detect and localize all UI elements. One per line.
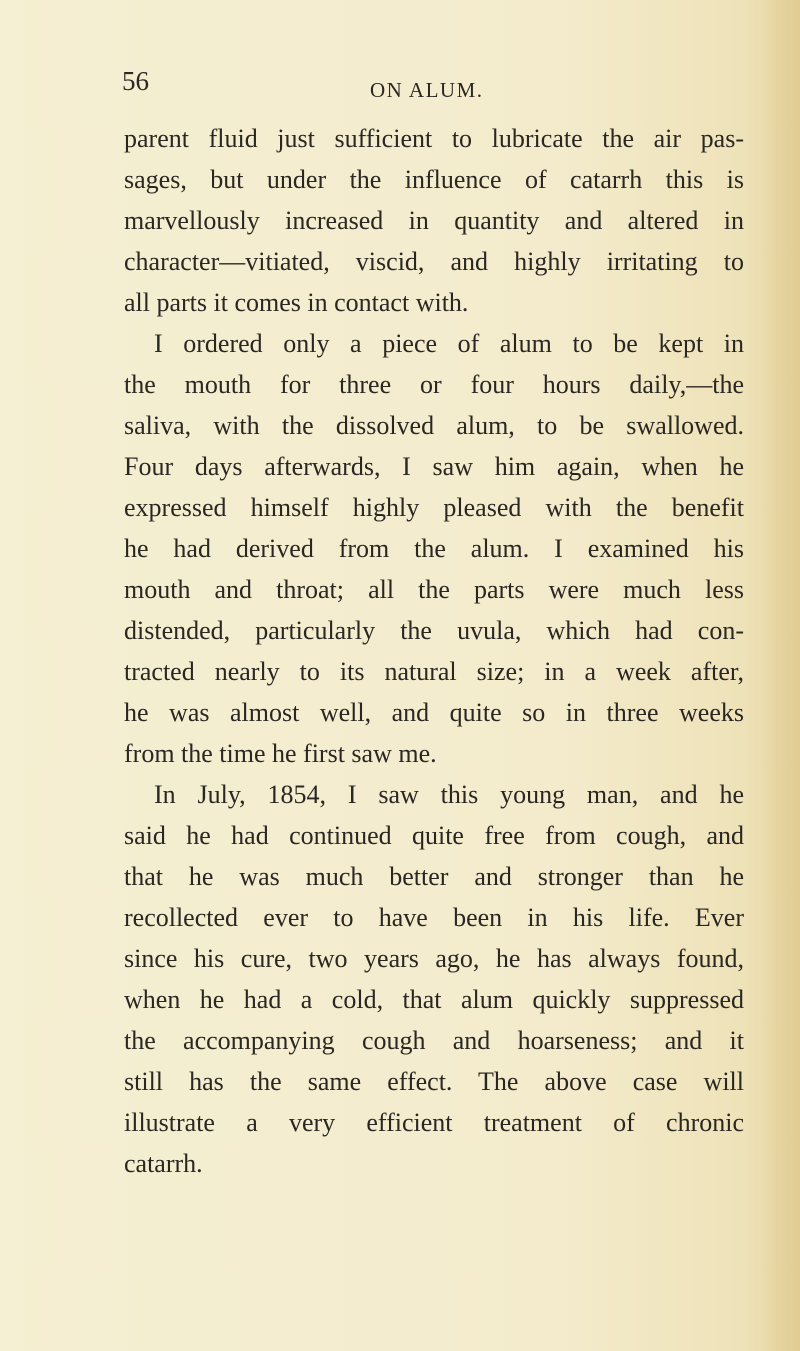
page-number: 56 — [122, 66, 149, 96]
text-line: In July, 1854, I saw this young man, and he — [154, 780, 744, 809]
text-line: recollected ever to have been in his life. Ever — [124, 903, 744, 932]
text-line: saliva, with the dissolved alum, to be swallowed. — [124, 411, 744, 440]
text-line: distended, particularly the uvula, which had con- — [124, 616, 744, 645]
text-line: he had derived from the alum. I examined his — [124, 534, 744, 563]
text-line: from the time he first saw me. — [124, 739, 437, 768]
text-line: tracted nearly to its natural size; in a week after, — [124, 657, 744, 686]
page-edge-shading — [762, 0, 800, 1351]
paragraph — [124, 118, 744, 323]
text-line: said he had continued quite free from cough, and — [124, 821, 744, 850]
text-line: since his cure, two years ago, he has always found, — [124, 944, 744, 973]
paragraph — [124, 323, 744, 774]
text-line: all parts it comes in contact with. — [124, 288, 469, 317]
text-line: Four days afterwards, I saw him again, when he — [124, 452, 744, 481]
text-line: catarrh. — [124, 1149, 203, 1178]
text-line: character—vitiated, viscid, and highly irritating to — [124, 247, 744, 276]
text-line: the mouth for three or four hours daily,—the — [124, 370, 744, 399]
text-line: marvellously increased in quantity and altered in — [124, 206, 744, 235]
text-line: when he had a cold, that alum quickly suppressed — [124, 985, 744, 1014]
text-line: expressed himself highly pleased with the benefit — [124, 493, 744, 522]
text-line: mouth and throat; all the parts were much less — [124, 575, 744, 604]
text-line: illustrate a very efficient treatment of chronic — [124, 1108, 744, 1137]
paragraph — [124, 774, 744, 1184]
text-line: that he was much better and stronger than he — [124, 862, 744, 891]
text-line: he was almost well, and quite so in three weeks — [124, 698, 744, 727]
body-text — [124, 118, 744, 1184]
text-line: sages, but under the influence of catarrh this is — [124, 165, 744, 194]
text-line: still has the same effect. The above case will — [124, 1067, 744, 1096]
text-line: parent fluid just sufficient to lubricate the air pas- — [124, 124, 744, 153]
running-head: ON ALUM. — [370, 78, 484, 102]
text-line: I ordered only a piece of alum to be kept in — [154, 329, 744, 358]
page-header — [122, 66, 742, 106]
text-line: the accompanying cough and hoarseness; and it — [124, 1026, 744, 1055]
